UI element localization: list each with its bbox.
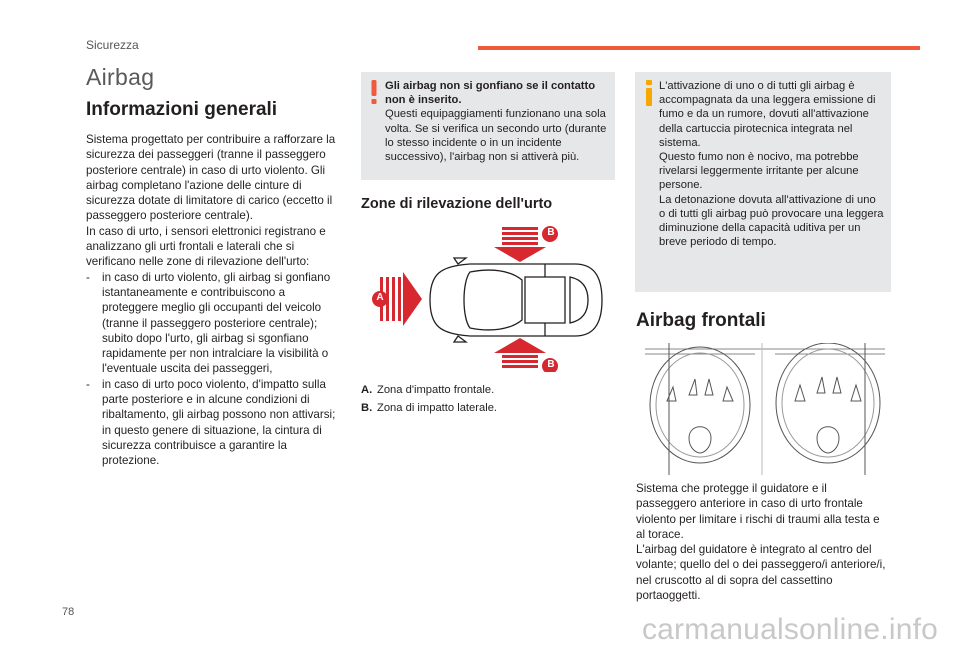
header-accent-rule	[478, 46, 920, 50]
warning-body-text: Questi equipaggiamenti funzionano una sola volta. Se si verifica un secondo urto (durante lo stesso incidente o in un incidente successivo), l'airbag non si attiverà più.	[385, 108, 607, 164]
impact-zones-diagram	[370, 222, 610, 372]
legend-key: A.	[361, 384, 373, 396]
marker-b-bottom-label: B	[547, 359, 555, 370]
bullet-dash: -	[86, 377, 90, 391]
legend-key: B.	[361, 402, 373, 414]
bullet-dash: -	[86, 270, 90, 284]
marker-b-top-label: B	[547, 227, 555, 238]
heading-impact-zones: Zone di rilevazione dell'urto	[361, 196, 553, 212]
warning-exclamation-icon	[369, 80, 379, 104]
info-text-3: La detonazione dovuta all'attivazione di uno o di tutti gli airbag può provocare una leggera diminuzione della capacità uditiva per un breve periodo di tempo.	[659, 193, 884, 249]
watermark: carmanualsonline.info	[641, 613, 938, 646]
frontal-text-2: L'airbag del guidatore è integrato al centro del volante; quello del o dei passeggero/i anteriore/i, nel cruscotto al di sopra del cassettino portaoggetti.	[636, 543, 886, 603]
bullet-text: in caso di urto poco violento, d'impatto sulla parte posteriore e in alcune condizioni di ribaltamento, gli airbag possono non attivarsi; in questo genere di situazione, la cintura di sicurezza contribuisce a garantire la protezione.	[102, 377, 336, 468]
warning-bold-text: Gli airbag non si gonfiano se il contatto non è inserito.	[385, 80, 596, 107]
warning-text	[385, 79, 611, 164]
driver-airbag-drawing	[650, 343, 750, 475]
passenger-airbag-drawing	[776, 343, 880, 475]
bullet-text: in caso di urto violento, gli airbag si gonfiano istantaneamente e contribuiscono a proteggere meglio gli occupanti del veicolo (tranne il passeggero posteriore centrale); subito dopo l'urto, gli airbag si sgonfiano rapidamente per non intralciare la visibilità o l'eventuale uscita dei passeggeri,	[102, 270, 331, 376]
info-text	[659, 79, 885, 249]
side-impact-arrow-bottom	[494, 338, 546, 368]
heading-frontal-airbags: Airbag frontali	[636, 310, 766, 331]
general-info-intro: Sistema progettato per contribuire a rafforzare la sicurezza dei passeggeri (tranne il passeggero posteriore centrale) in caso di urto violento. Gli airbag completano l'azione delle cinture di sicurezza dotate di limitatore di carico (eccetto il passeggero posteriore centrale).	[86, 133, 336, 223]
bullet-violent-crash	[86, 270, 342, 377]
frontal-airbags-body	[636, 481, 886, 603]
marker-a-label: A	[376, 292, 384, 303]
info-text-1: L'attivazione di uno o di tutti gli airbag è accompagnata da una leggera emissione di fumo e da un rumore, dovuti all'attivazione della cartuccia pirotecnica integrata nel sistema.	[659, 80, 876, 149]
frontal-text-1: Sistema che protegge il guidatore e il passeggero anteriore in caso di urto frontale violento per limitare i rischi di traumi alla testa e al torace.	[636, 482, 880, 541]
side-impact-arrow-top	[494, 227, 546, 262]
legend-text: Zona di impatto laterale.	[377, 402, 498, 414]
page-title: Airbag	[86, 64, 155, 90]
legend-row-b	[361, 401, 497, 416]
bullet-light-crash	[86, 377, 342, 469]
legend-row-a	[361, 383, 494, 398]
legend-text: Zona d'impatto frontale.	[377, 384, 495, 396]
info-box	[635, 72, 891, 292]
info-i-icon	[645, 80, 653, 106]
car-top-view-outline	[430, 258, 602, 342]
section-label: Sicurezza	[86, 38, 139, 52]
page-number: 78	[62, 606, 75, 618]
heading-general-info: Informazioni generali	[86, 99, 278, 120]
general-info-intro2: In caso di urto, i sensori elettronici registrano e analizzano gli urti frontali e laterali che si verificano nelle zone di rilevazione dell'urto:	[86, 224, 326, 269]
info-text-2: Questo fumo non è nocivo, ma potrebbe rivelarsi leggermente irritante per alcune persone.	[659, 151, 859, 192]
frontal-airbags-illustration	[645, 343, 885, 475]
general-info-body	[86, 132, 342, 469]
warning-box	[361, 72, 615, 180]
